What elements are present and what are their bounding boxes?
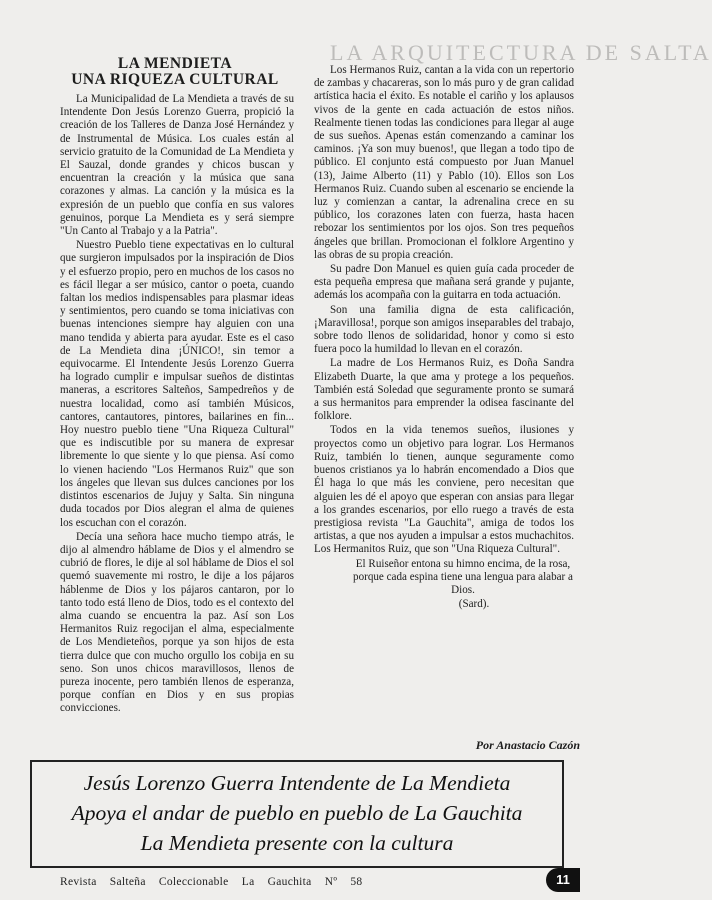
left-column bbox=[60, 93, 294, 716]
paragraph: Todos en la vida tenemos sueños, ilusiones y proyectos como un objetivo para lograr. Los Hermanos Ruiz, también lo tienen, aunque seguramente como buenos cristianos ya lo habrán encomendado a Dios que Él haga lo que más les conviene, pero necesitan que alguien les dé el apoyo que esperan con ansias para llegar a los grandes escenarios, por ello ruego a través de esta prestigiosa revista "La Gauchita", amiga de todos los artistas, a que nos ayuden a impulsar a estos muchachitos. Los Hermanitos Ruiz, que son "Una Riqueza Cultural". bbox=[314, 424, 574, 556]
poem-quote: El Ruiseñor entona su himno encima, de la rosa, porque cada espina tiene una lengua para alabar a Dios. bbox=[353, 557, 573, 596]
paragraph: La Municipalidad de La Mendieta a través de su Intendente Don Jesús Lorenzo Guerra, propició la creación de los Talleres de Danza José Hernández y de Instrumental de Música. Los cuales están al servicio gratuito de la Comunidad de La Mendieta y El Sauzal, donde grandes y chicos buscan y encuentran la creación y la música que sana corazones y almas. La canción y la música es la expresión de un pueblo que confía en sus valores genuinos, porque La Mendieta es y será siempre "Un Canto al Trabajo y a la Patria". bbox=[60, 93, 294, 238]
banner-line-3: La Mendieta presente con la cultura bbox=[140, 831, 454, 855]
bleed-through-heading: LA ARQUITECTURA DE SALTA bbox=[330, 40, 712, 65]
paragraph: Nuestro Pueblo tiene expectativas en lo cultural que surgieron impulsados por la inspiración de Dios y el esfuerzo propio, pero en muchos de los casos no es fácil llegar a ser músico, cantor o poeta, cuando faltan los medios indispensables para plasmar ideas y sentimientos, pero cuando se toma iniciativas con buenas intenciones siempre hay alguien con una mano tendida y abierta para ayudar. Este es el caso de La Mendieta dina ¡ÚNICO!, sin temor a equivocarme. El Intendente Jesús Lorenzo Guerra ha logrado cumplir e impulsar sueños de distintas maneras, a escritores Salteños, Sampedreños y de nuestra localidad, como así también Músicos, cantores, cantautores, pintores, bailarines en fin... Hoy nuestro pueblo tiene "Una Riqueza Cultural" que es indiscutible por su manera de expresar libremente lo que siente y lo que piensa. Así como lo vienen haciendo "Los Hermanos Ruiz" que son los ángeles que llevan sus dulces canciones por los distintos escenarios de Jujuy y Salta. Sin ninguna duda tocados por Dios alegran el alma de quienes los escuchan con el corazón. bbox=[60, 239, 294, 529]
page-number-tab: 11 bbox=[546, 868, 580, 892]
title-line-2: UNA RIQUEZA CULTURAL bbox=[71, 71, 279, 88]
banner-line-2: Apoya el andar de pueblo en pueblo de La Gauchita bbox=[71, 801, 523, 825]
poem-signature: (Sard). bbox=[458, 598, 490, 611]
paragraph: Los Hermanos Ruiz, cantan a la vida con un repertorio de zambas y chacareras, son lo más puro y de gran calidad artística hacia el éxito. Es notable el cariño y los aplausos vivos de la gente en cada actuación de estos niños. Realmente tienen todas las condiciones para llegar al auge de sus sueños. Apenas están comenzando a caminar los caminos. ¡Ya son muy buenos!, que llegan a todo tipo de público. El conjunto está compuesto por Juan Manuel (13), Jaime Alberto (11) y Pablo (10). Ellos son Los Hermanos Ruiz. Cuando suben al escenario se enciende la luz y comienzan a cantar, la adrenalina crece en su público, los corazones laten con fuerza, hasta hacen rebozar los sentimientos por los ojos. Son tres pequeños ángeles que brillan. Promocionan el folklore Argentino y las obras de su propia creación. bbox=[314, 64, 574, 261]
paragraph: Son una familia digna de esta calificación, ¡Maravillosa!, porque son amigos inseparables del trabajo, sobre todo llenos de solidaridad, honor y como si esto fuera poco la humildad lo llevan en el corazón. bbox=[314, 303, 575, 356]
right-column bbox=[314, 64, 574, 611]
paragraph: Decía una señora hace mucho tiempo atrás, le dijo al almendro háblame de Dios y el almendro se cubrió de flores, le dije al sol háblame de Dios el sol quemó suavemente mi rostro, le dije a los pájaros háblenme de Dios y los pájaros cantaron, por lo tanto todo está lleno de Dios, todo es el contexto del alma cuando se encuentra la paz. Así son Los Hermanitos Ruiz regocijan el alma, especialmente de Los Mendieteños, porque ya son hijos de esta tierra dulce que con mucho orgullo los cobija en su seno. Son unos chicos maravillosos, llenos de pureza inocente, pero también llenos de esperanza, porque confían en Dios y en sus propias convicciones. bbox=[60, 530, 294, 715]
paragraph: La madre de Los Hermanos Ruiz, es Doña Sandra Elizabeth Duarte, la que ama y protege a los pequeños. También está Soledad que seguramente pronto se sumará a sus hermanitos para emprender la odisea fascinante del folklore. bbox=[314, 357, 574, 423]
article-title bbox=[60, 56, 290, 88]
banner-line-1: Jesús Lorenzo Guerra Intendente de La Mendieta bbox=[83, 771, 511, 795]
author-byline: Por Anastacio Cazón bbox=[475, 738, 580, 752]
footer-magazine-name: Revista Salteña Coleccionable La Gauchita Nº 58 bbox=[60, 876, 363, 888]
paragraph: Su padre Don Manuel es quien guía cada proceder de esta pequeña empresa que mañana será grande y pujante, además los acompaña con la guitarra en toda actuación. bbox=[314, 263, 574, 302]
title-line-1: LA MENDIETA bbox=[117, 55, 233, 72]
sponsor-banner bbox=[30, 760, 564, 868]
